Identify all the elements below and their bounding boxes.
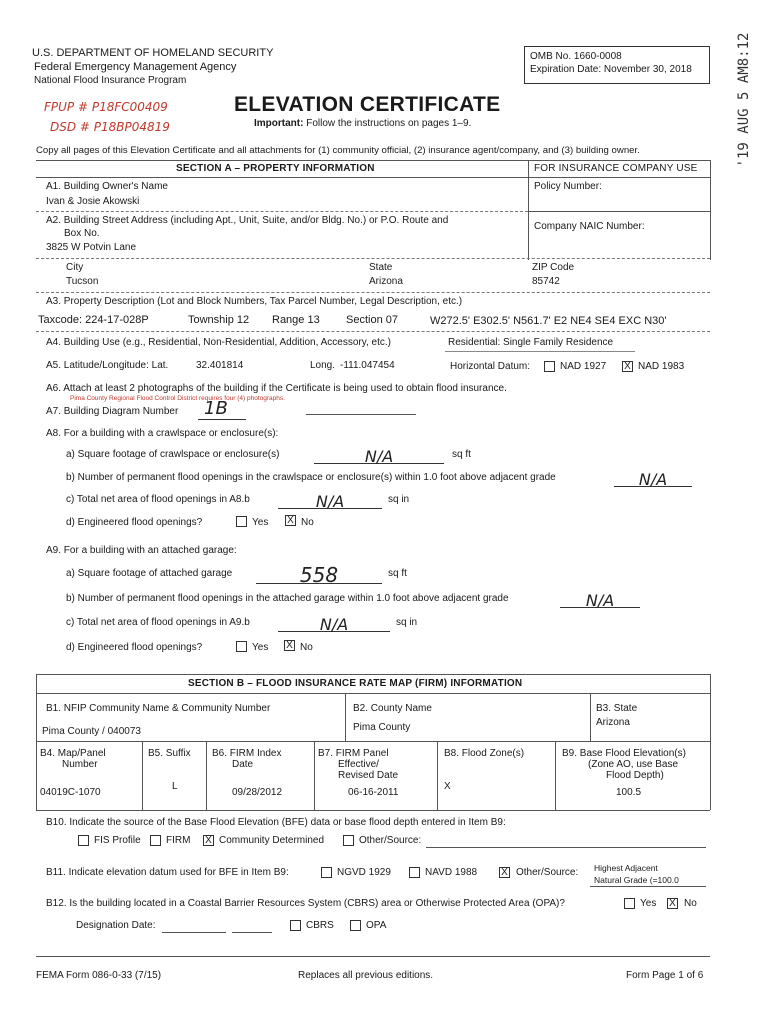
a9a-value[interactable]: 558 bbox=[256, 563, 382, 584]
b8-flood-zone[interactable]: X bbox=[444, 781, 451, 792]
b9-label-cont2: Flood Depth) bbox=[606, 770, 664, 781]
section-b-heading: SECTION B – FLOOD INSURANCE RATE MAP (FIRM) INFORMATION bbox=[188, 678, 523, 689]
b3-state[interactable]: Arizona bbox=[596, 717, 630, 728]
state-label: State bbox=[369, 262, 393, 273]
a8b-value[interactable]: N/A bbox=[614, 470, 692, 487]
b7-panel-date[interactable]: 06-16-2011 bbox=[348, 787, 399, 798]
a3-taxcode[interactable]: Taxcode: 224-17-028P bbox=[38, 314, 149, 326]
nad1927-label: NAD 1927 bbox=[560, 361, 607, 372]
a3-legal-description[interactable]: W272.5' E302.5' N561.7' E2 NE4 SE4 EXC N30' bbox=[430, 315, 667, 327]
b5-label: B5. Suffix bbox=[148, 748, 191, 759]
b8-label: B8. Flood Zone(s) bbox=[444, 748, 525, 759]
b11-other-source-line1[interactable]: Highest Adjacent bbox=[594, 863, 658, 873]
policy-number-label: Policy Number: bbox=[534, 181, 602, 192]
a5-latitude[interactable]: 32.401814 bbox=[196, 360, 244, 371]
a3-section[interactable]: Section 07 bbox=[346, 314, 398, 326]
a9d-no-label: No bbox=[300, 642, 313, 653]
a3-label: A3. Property Description (Lot and Block Numbers, Tax Parcel Number, Legal Description, etc.) bbox=[46, 296, 463, 307]
b3-label: B3. State bbox=[596, 703, 638, 714]
b10-other-label: Other/Source: bbox=[359, 835, 422, 846]
a8a-label: a) Square footage of crawlspace or enclosure(s) bbox=[66, 449, 280, 460]
a8c-unit: sq in bbox=[388, 494, 410, 505]
a2-label: A2. Building Street Address (including Apt., Unit, Suite, and/or Bldg. No.) or P.O. Route and bbox=[46, 215, 449, 226]
b12-label: B12. Is the building located in a Coastal Barrier Resources System (CBRS) area or Otherwise Protected Area (OPA)? bbox=[46, 898, 565, 909]
form-number: FEMA Form 086-0-33 (7/15) bbox=[36, 970, 162, 981]
a1-owner-name[interactable]: Ivan & Josie Akowski bbox=[46, 196, 140, 207]
city-label: City bbox=[66, 262, 84, 273]
b1-label: B1. NFIP Community Name & Community Number bbox=[46, 703, 271, 714]
insurance-use-heading: FOR INSURANCE COMPANY USE bbox=[534, 163, 698, 174]
b7-label-cont: Effective/ bbox=[338, 759, 379, 770]
a5-longitude[interactable]: -111.047454 bbox=[340, 360, 395, 371]
b12-yes-label: Yes bbox=[640, 898, 657, 909]
a9c-unit: sq in bbox=[396, 617, 418, 628]
b7-label: B7. FIRM Panel bbox=[318, 748, 389, 759]
a9-label: A9. For a building with an attached garage: bbox=[46, 545, 237, 556]
b2-county[interactable]: Pima County bbox=[353, 722, 411, 733]
section-a-heading: SECTION A – PROPERTY INFORMATION bbox=[176, 163, 375, 174]
nad1983-label: NAD 1983 bbox=[638, 361, 685, 372]
designation-date-label: Designation Date: bbox=[76, 920, 156, 931]
b5-suffix[interactable]: L bbox=[172, 781, 178, 792]
a8d-yes-checkbox[interactable] bbox=[236, 516, 247, 527]
city-value[interactable]: Tucson bbox=[66, 276, 99, 287]
opa-label: OPA bbox=[366, 920, 387, 931]
a5-label: A5. Latitude/Longitude: Lat. bbox=[46, 360, 169, 371]
page-title: ELEVATION CERTIFICATE bbox=[234, 93, 501, 116]
b11-other-label: Other/Source: bbox=[516, 867, 579, 878]
b11-navd-label: NAVD 1988 bbox=[425, 867, 478, 878]
cbrs-label: CBRS bbox=[306, 920, 334, 931]
a8d-no-checkbox[interactable]: X bbox=[285, 515, 296, 526]
zip-value[interactable]: 85742 bbox=[532, 276, 560, 287]
b12-yes-checkbox[interactable] bbox=[624, 898, 635, 909]
department-name: U.S. DEPARTMENT OF HOMELAND SECURITY bbox=[32, 47, 274, 59]
naic-number-label: Company NAIC Number: bbox=[534, 221, 645, 232]
b6-label-cont: Date bbox=[232, 759, 254, 770]
a8b-label: b) Number of permanent flood openings in the crawlspace or enclosure(s) within 1.0 foot above adjacent grade bbox=[66, 472, 556, 483]
a3-range[interactable]: Range 13 bbox=[272, 314, 320, 326]
cbrs-checkbox[interactable] bbox=[290, 920, 301, 931]
received-stamp: '19 AUG 5 AM8:12 bbox=[736, 32, 752, 168]
b11-label: B11. Indicate elevation datum used for BFE in Item B9: bbox=[46, 867, 289, 878]
zip-label: ZIP Code bbox=[532, 262, 575, 273]
replaces-note: Replaces all previous editions. bbox=[298, 970, 434, 981]
program-name: National Flood Insurance Program bbox=[34, 75, 187, 86]
a9d-label: d) Engineered flood openings? bbox=[66, 642, 203, 653]
b10-firm-label: FIRM bbox=[166, 835, 191, 846]
a8d-yes-label: Yes bbox=[252, 517, 269, 528]
a4-label: A4. Building Use (e.g., Residential, Non-Residential, Addition, Accessory, etc.) bbox=[46, 337, 391, 348]
b7-label-cont2: Revised Date bbox=[338, 770, 399, 781]
a6-county-note: Pima County Regional Flood Control District requires four (4) photographs. bbox=[70, 395, 285, 402]
b12-no-checkbox[interactable]: X bbox=[667, 898, 678, 909]
omb-box bbox=[524, 46, 710, 84]
nad1983-checkbox[interactable]: X bbox=[622, 361, 633, 372]
b4-label: B4. Map/Panel bbox=[40, 748, 106, 759]
a8d-no-label: No bbox=[301, 517, 314, 528]
a8d-label: d) Engineered flood openings? bbox=[66, 517, 203, 528]
a5-long-label: Long. bbox=[310, 360, 336, 371]
b12-no-label: No bbox=[684, 898, 697, 909]
horizontal-datum-label: Horizontal Datum: bbox=[450, 361, 531, 372]
state-value[interactable]: Arizona bbox=[369, 276, 403, 287]
agency-name: Federal Emergency Management Agency bbox=[34, 61, 237, 73]
copy-instructions: Copy all pages of this Elevation Certificate and all attachments for (1) community official, (2) insurance agent/company, and (3) building owner. bbox=[36, 145, 640, 156]
b1-community[interactable]: Pima County / 040073 bbox=[42, 726, 141, 737]
b4-map-panel[interactable]: 04019C-1070 bbox=[40, 787, 101, 798]
page-number: Form Page 1 of 6 bbox=[626, 970, 704, 981]
b9-bfe[interactable]: 100.5 bbox=[616, 787, 642, 798]
a8c-value[interactable]: N/A bbox=[278, 492, 382, 509]
b11-ngvd-label: NGVD 1929 bbox=[337, 867, 391, 878]
b10-community-label: Community Determined bbox=[219, 835, 325, 846]
a9c-value[interactable]: N/A bbox=[278, 615, 390, 632]
b10-fis-label: FIS Profile bbox=[94, 835, 141, 846]
a8a-value[interactable]: N/A bbox=[314, 447, 444, 464]
a3-township[interactable]: Township 12 bbox=[188, 314, 250, 326]
a7-label: A7. Building Diagram Number bbox=[46, 406, 179, 417]
dsd-number: DSD # P18BP04819 bbox=[50, 120, 170, 134]
b10-fis-checkbox[interactable] bbox=[78, 835, 89, 846]
b6-label: B6. FIRM Index bbox=[212, 748, 282, 759]
a9a-label: a) Square footage of attached garage bbox=[66, 568, 233, 579]
b11-ngvd-checkbox[interactable] bbox=[321, 867, 332, 878]
a9d-yes-label: Yes bbox=[252, 642, 269, 653]
a9b-label: b) Number of permanent flood openings in the attached garage within 1.0 foot above adjacent grade bbox=[66, 593, 509, 604]
a1-label: A1. Building Owner's Name bbox=[46, 181, 168, 192]
a7-diagram-number[interactable]: 1B bbox=[204, 398, 228, 419]
a4-building-use[interactable]: Residential: Single Family Residence bbox=[448, 337, 614, 348]
b2-label: B2. County Name bbox=[353, 703, 432, 714]
a9d-yes-checkbox[interactable] bbox=[236, 641, 247, 652]
b4-label-cont: Number bbox=[62, 759, 98, 770]
a8c-label: c) Total net area of flood openings in A8.b bbox=[66, 494, 250, 505]
omb-number: OMB No. 1660-0008 bbox=[530, 51, 622, 62]
expiration-date: Expiration Date: November 30, 2018 bbox=[530, 64, 692, 75]
b6-firm-index-date[interactable]: 09/28/2012 bbox=[232, 787, 283, 798]
b10-other-checkbox[interactable] bbox=[343, 835, 354, 846]
a9c-label: c) Total net area of flood openings in A9.b bbox=[66, 617, 250, 628]
a6-label: A6. Attach at least 2 photographs of the building if the Certificate is being used to obtain flood insurance. bbox=[46, 383, 507, 394]
b9-label: B9. Base Flood Elevation(s) bbox=[562, 748, 686, 759]
a8a-unit: sq ft bbox=[452, 449, 471, 460]
opa-checkbox[interactable] bbox=[350, 920, 361, 931]
a9b-value[interactable]: N/A bbox=[560, 591, 640, 608]
b10-label: B10. Indicate the source of the Base Flood Elevation (BFE) data or base flood depth entered in Item B9: bbox=[46, 817, 506, 828]
b10-community-checkbox[interactable]: X bbox=[203, 835, 214, 846]
a2-label-cont: Box No. bbox=[64, 228, 100, 239]
fpup-number: FPUP # P18FC00409 bbox=[44, 100, 168, 114]
nad1927-checkbox[interactable] bbox=[544, 361, 555, 372]
important-note: Important: Follow the instructions on pages 1–9. bbox=[254, 118, 472, 129]
a8-label: A8. For a building with a crawlspace or enclosure(s): bbox=[46, 428, 279, 439]
a9d-no-checkbox[interactable]: X bbox=[284, 640, 295, 651]
b9-label-cont: (Zone AO, use Base bbox=[588, 759, 679, 770]
a9a-unit: sq ft bbox=[388, 568, 407, 579]
b11-other-source-line2[interactable]: Natural Grade (=100.0 bbox=[594, 875, 679, 885]
b11-navd-checkbox[interactable] bbox=[409, 867, 420, 878]
a2-street-address[interactable]: 3825 W Potvin Lane bbox=[46, 242, 137, 253]
b11-other-checkbox[interactable]: X bbox=[499, 867, 510, 878]
b10-firm-checkbox[interactable] bbox=[150, 835, 161, 846]
